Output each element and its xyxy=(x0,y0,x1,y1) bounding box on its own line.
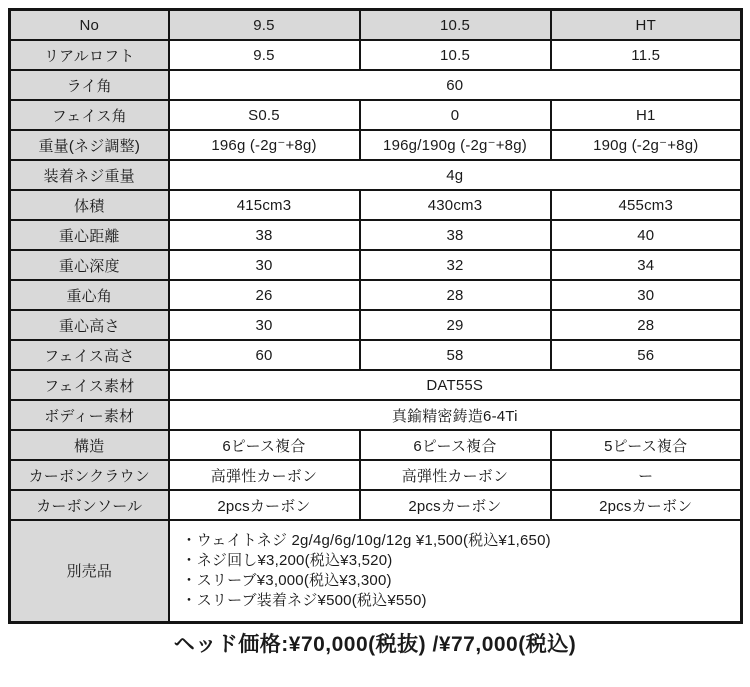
cell-value: 0 xyxy=(360,100,551,130)
head-price-label: ヘッド価格:¥70,000(税抜) /¥77,000(税込) xyxy=(173,633,577,656)
row-label: 別売品 xyxy=(10,520,169,622)
table-row-face-height xyxy=(10,340,742,370)
cell-value: 2pcsカーボン xyxy=(360,490,551,520)
row-label: 重心高さ xyxy=(10,310,169,340)
cell-value: 430cm3 xyxy=(360,190,551,220)
sold-separately-item: ・ウェイトネジ 2g/4g/6g/10g/12g ¥1,500(税込¥1,650) xyxy=(181,531,551,549)
cell-value: 415cm3 xyxy=(169,190,360,220)
table-row-cg-depth xyxy=(10,250,742,280)
cell-value: 30 xyxy=(551,280,742,310)
cell-sold-separately-list xyxy=(169,520,742,622)
sold-separately-item: ・スリーブ装着ネジ¥500(税込¥550) xyxy=(181,591,427,609)
table-row-volume xyxy=(10,190,742,220)
cell-value-span: 真鍮精密鋳造6-4Ti xyxy=(169,400,742,430)
table-row-cg-angle xyxy=(10,280,742,310)
row-label: 重心距離 xyxy=(10,220,169,250)
row-label: ライ角 xyxy=(10,70,169,100)
table-row-screw-weight xyxy=(10,160,742,190)
cell-value: 34 xyxy=(551,250,742,280)
cell-value-span: 60 xyxy=(169,70,742,100)
row-label: フェイス高さ xyxy=(10,340,169,370)
cell-value: H1 xyxy=(551,100,742,130)
table-row-carbon-crown xyxy=(10,460,742,490)
cell-value: 28 xyxy=(551,310,742,340)
cell-value: 高弾性カーボン xyxy=(360,460,551,490)
cell-value: S0.5 xyxy=(169,100,360,130)
table-row-weight xyxy=(10,130,742,160)
table-header-row xyxy=(10,10,742,41)
table-row-sold-separately xyxy=(10,520,742,622)
row-label: フェイス素材 xyxy=(10,370,169,400)
cell-value: 190g (-2g⁻+8g) xyxy=(551,130,742,160)
table-row-construction xyxy=(10,430,742,460)
cell-value: 196g (-2g⁻+8g) xyxy=(169,130,360,160)
cell-value: 2pcsカーボン xyxy=(551,490,742,520)
row-label: 装着ネジ重量 xyxy=(10,160,169,190)
table-row-cg-height xyxy=(10,310,742,340)
cell-value: 56 xyxy=(551,340,742,370)
header-cell-10-5: 10.5 xyxy=(360,10,551,41)
row-label: リアルロフト xyxy=(10,40,169,70)
cell-value: 9.5 xyxy=(169,40,360,70)
row-label: 構造 xyxy=(10,430,169,460)
row-label: フェイス角 xyxy=(10,100,169,130)
cell-value: 26 xyxy=(169,280,360,310)
cell-value: ー xyxy=(551,460,742,490)
cell-value: 5ピース複合 xyxy=(551,430,742,460)
cell-value: 58 xyxy=(360,340,551,370)
row-label: 重心角 xyxy=(10,280,169,310)
table-row-face-angle xyxy=(10,100,742,130)
cell-value: 38 xyxy=(169,220,360,250)
table-row-real-loft xyxy=(10,40,742,70)
header-cell-no: No xyxy=(10,10,169,41)
cell-value: 455cm3 xyxy=(551,190,742,220)
cell-value: 29 xyxy=(360,310,551,340)
cell-value: 高弾性カーボン xyxy=(169,460,360,490)
row-label: 重量(ネジ調整) xyxy=(10,130,169,160)
cell-value: 6ピース複合 xyxy=(360,430,551,460)
header-cell-ht: HT xyxy=(551,10,742,41)
sold-separately-item: ・スリーブ¥3,000(税込¥3,300) xyxy=(181,571,392,589)
cell-value-span: DAT55S xyxy=(169,370,742,400)
cell-value: 60 xyxy=(169,340,360,370)
sold-separately-item: ・ネジ回し¥3,200(税込¥3,520) xyxy=(181,551,393,569)
table-row-lie-angle xyxy=(10,70,742,100)
row-label: 体積 xyxy=(10,190,169,220)
table-row-face-material xyxy=(10,370,742,400)
table-row-body-material xyxy=(10,400,742,430)
header-cell-9-5: 9.5 xyxy=(169,10,360,41)
cell-value: 30 xyxy=(169,310,360,340)
cell-value-span: 4g xyxy=(169,160,742,190)
cell-value: 11.5 xyxy=(551,40,742,70)
cell-value: 30 xyxy=(169,250,360,280)
cell-value: 28 xyxy=(360,280,551,310)
cell-value: 32 xyxy=(360,250,551,280)
table-row-cg-distance xyxy=(10,220,742,250)
cell-value: 38 xyxy=(360,220,551,250)
spec-table xyxy=(8,8,743,624)
cell-value: 10.5 xyxy=(360,40,551,70)
cell-value: 2pcsカーボン xyxy=(169,490,360,520)
row-label: 重心深度 xyxy=(10,250,169,280)
cell-value: 40 xyxy=(551,220,742,250)
cell-value: 196g/190g (-2g⁻+8g) xyxy=(360,130,551,160)
cell-value: 6ピース複合 xyxy=(169,430,360,460)
row-label: カーボンクラウン xyxy=(10,460,169,490)
row-label: カーボンソール xyxy=(10,490,169,520)
row-label: ボディー素材 xyxy=(10,400,169,430)
table-row-carbon-sole xyxy=(10,490,742,520)
